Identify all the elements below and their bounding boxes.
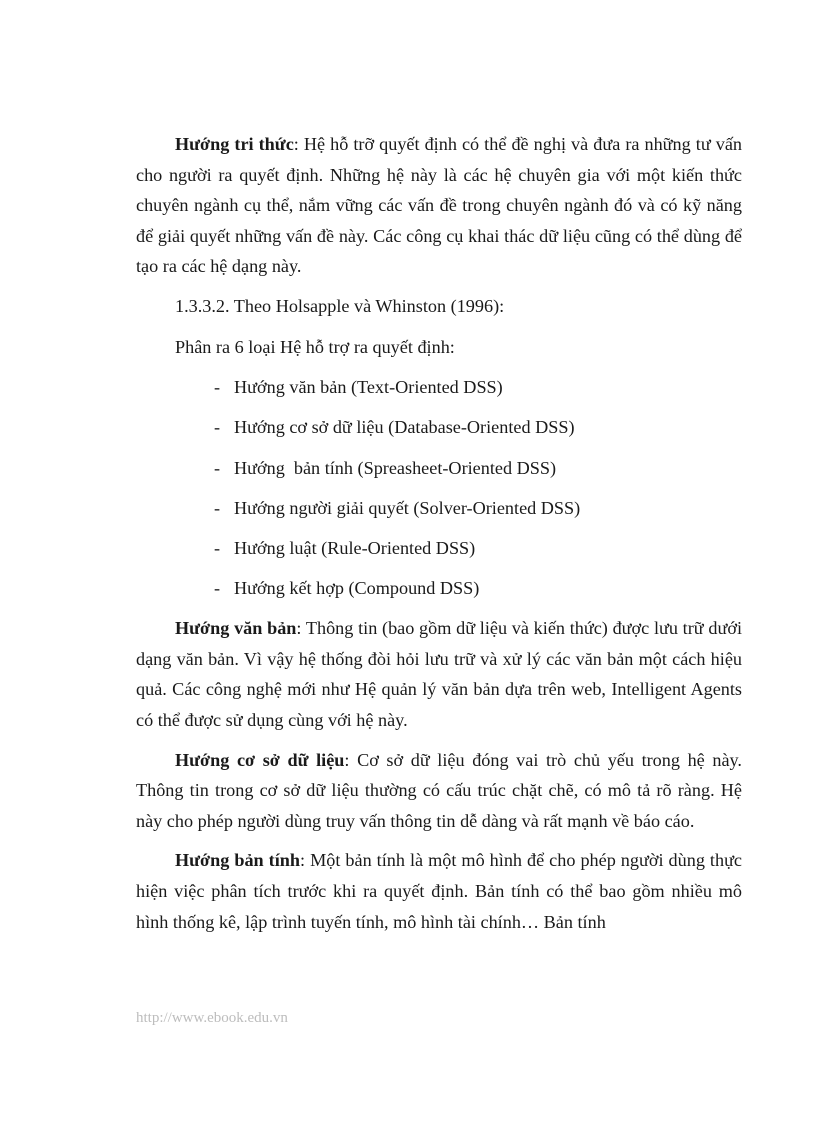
list-dash: - (214, 457, 221, 478)
list-item (136, 533, 742, 564)
list-item-text: Hướng kết hợp (Compound DSS) (234, 578, 480, 599)
list-intro: Phân ra 6 loại Hệ hỗ trợ ra quyết định: (175, 336, 455, 357)
paragraph-spreadsheet-oriented (136, 845, 742, 937)
paragraph-text-oriented-text: : Thông tin (bao gồm dữ liệu và kiến thức) được lưu trữ dưới dạng văn bản. Vì vậy hệ thống đòi hỏi lưu trữ và xử lý các văn bản một cách hiệu quả. Các công nghệ mới như Hệ quản lý văn bản dựa trên web, Intelligent Agents có thể được sử dụng cùng với hệ này. (136, 618, 742, 731)
paragraph-database-oriented-text: : Cơ sở dữ liệu đóng vai trò chủ yếu trong hệ này. Thông tin trong cơ sở dữ liệu thường có cấu trúc chặt chẽ, có mô tả rõ ràng. Hệ này cho phép người dùng truy vấn thông tin dễ dàng và rất mạnh về báo cáo. (136, 749, 742, 831)
paragraph-knowledge-oriented-text: : Hệ hỗ trỡ quyết định có thể đề nghị và đưa ra những tư vấn cho người ra quyết định. Những hệ này là các hệ chuyên gia với một kiến thức chuyên ngành cụ thể, nắm vững các vấn đề trong chuyên ngành đó và có kỹ năng để giải quyết những vấn đề này. Các công cụ khai thác dữ liệu cũng có thể dùng để tạo ra các hệ dạng này. (136, 134, 742, 277)
paragraph-spreadsheet-oriented-text: : Một bản tính là một mô hình để cho phép người dùng thực hiện việc phân tích trước khi ra quyết định. Bản tính có thể bao gồm nhiều mô hình thống kê, lập trình tuyến tính, mô hình tài chính… Bản tính (136, 850, 742, 932)
footer-url: http://www.ebook.edu.vn (136, 1010, 288, 1026)
list-dash: - (214, 497, 221, 518)
list-item-text: Hướng người giải quyết (Solver-Oriented DSS) (234, 497, 581, 518)
document-page (136, 129, 742, 937)
dss-type-list (136, 372, 742, 604)
list-item (136, 573, 742, 604)
list-item-text: Hướng bản tính (Spreasheet-Oriented DSS) (234, 457, 557, 478)
list-item (136, 412, 742, 443)
list-dash: - (214, 377, 221, 398)
list-dash: - (214, 578, 221, 599)
list-item (136, 453, 742, 484)
paragraph-database-oriented (136, 745, 742, 837)
paragraph-text-oriented (136, 613, 742, 735)
section-heading: 1.3.3.2. Theo Holsapple và Whinston (1996): (175, 295, 505, 316)
list-item (136, 493, 742, 524)
list-dash: - (214, 417, 221, 438)
term-database-oriented: Hướng cơ sở dữ liệu (175, 749, 345, 770)
list-item-text: Hướng luật (Rule-Oriented DSS) (234, 537, 476, 558)
list-item-text: Hướng cơ sở dữ liệu (Database-Oriented DSS) (234, 417, 575, 438)
term-knowledge-oriented: Hướng tri thức (175, 134, 294, 154)
paragraph-knowledge-oriented (136, 129, 742, 282)
list-item (136, 372, 742, 403)
list-item-text: Hướng văn bản (Text-Oriented DSS) (234, 377, 503, 398)
list-dash: - (214, 537, 221, 558)
term-spreadsheet-oriented: Hướng bản tính (175, 850, 301, 871)
term-text-oriented: Hướng văn bản (175, 618, 297, 639)
